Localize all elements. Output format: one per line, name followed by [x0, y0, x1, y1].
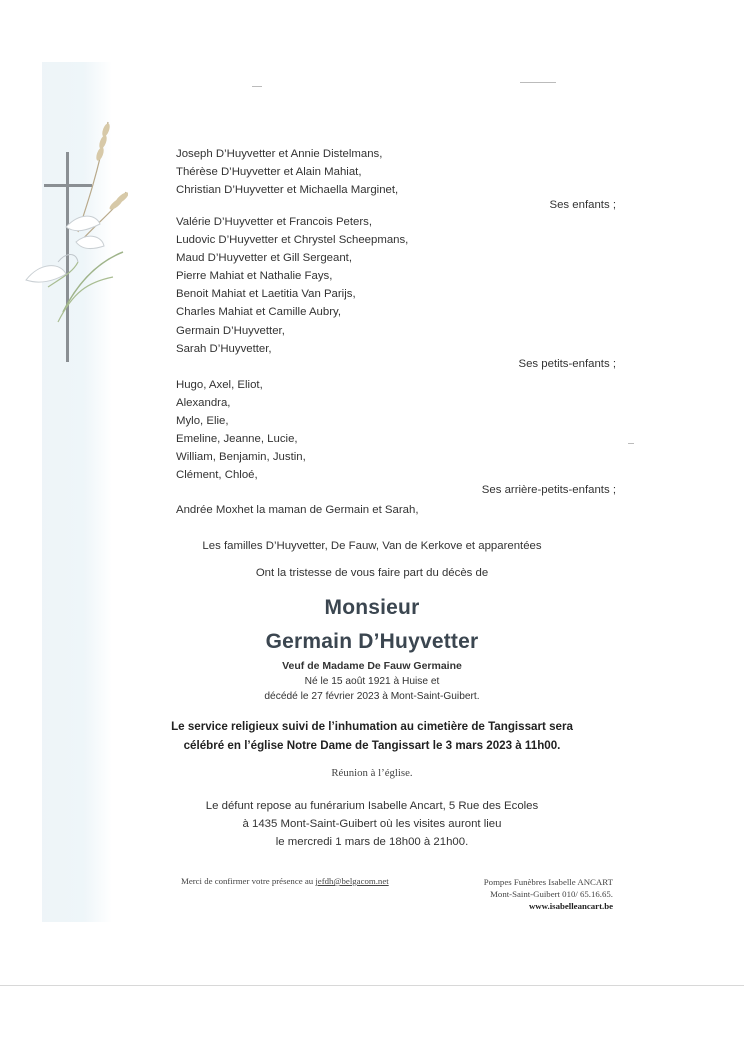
other-relative: Andrée Moxhet la maman de Germain et Sarah, — [176, 504, 419, 516]
families-line: Les familles D’Huyvetter, De Fauw, Van de Kerkove et apparentées — [202, 540, 542, 552]
death-line: décédé le 27 février 2023 à Mont-Saint-Guibert. — [264, 691, 480, 702]
list-item: Maud D’Huyvetter et Gill Sergeant, — [176, 252, 352, 265]
list-item: Emeline, Jeanne, Lucie, — [176, 433, 298, 446]
confirm-presence-note — [181, 876, 389, 886]
list-item: Joseph D’Huyvetter et Annie Distelmans, — [176, 148, 383, 160]
list-item: Valérie D’Huyvetter et Francois Peters, — [176, 216, 373, 228]
deceased-name: Germain D’Huyvetter — [265, 630, 479, 653]
list-item: Benoit Mahiat et Laetitia Van Parijs, — [176, 288, 356, 301]
list-item: Thérèse D’Huyvetter et Alain Mahiat, — [176, 166, 362, 179]
children-list — [176, 145, 398, 199]
list-item: Hugo, Axel, Eliot, — [176, 379, 263, 391]
reunion-line: Réunion à l’église. — [331, 767, 413, 779]
great-grandchildren-label: Ses arrière-petits-enfants ; — [481, 484, 616, 496]
grandchildren-label: Ses petits-enfants ; — [518, 358, 616, 370]
scan-speck — [252, 86, 262, 87]
list-item: Clément, Chloé, — [176, 469, 258, 482]
rest-line-3: le mercredi 1 mars de 18h00 à 21h00. — [275, 836, 469, 848]
widower-line: Veuf de Madame De Fauw Germaine — [282, 660, 462, 672]
list-item: Germain D’Huyvetter, — [176, 324, 285, 337]
confirm-text: Merci de confirmer votre présence au — [181, 876, 314, 886]
scan-speck — [520, 82, 556, 83]
cross-and-lily-icon — [18, 112, 128, 362]
service-line-1: Le service religieux suivi de l’inhumation au cimetière de Tangissart sera — [171, 720, 573, 733]
rest-line-2: à 1435 Mont-Saint-Guibert où les visites auront lieu — [242, 818, 502, 830]
list-item: Pierre Mahiat et Nathalie Fays, — [176, 270, 333, 283]
contact-email-link[interactable]: jefdh@belgacom.net — [315, 876, 389, 886]
birth-line: Né le 15 août 1921 à Huise et — [304, 676, 440, 687]
children-label: Ses enfants ; — [549, 199, 616, 211]
list-item: Christian D’Huyvetter et Michaella Marginet, — [176, 184, 399, 197]
list-item: Alexandra, — [176, 397, 231, 410]
list-item: William, Benjamin, Justin, — [176, 451, 306, 464]
funeral-home-website-link[interactable]: www.isabelleancart.be — [528, 901, 613, 911]
list-item: Ludovic D’Huyvetter et Chrystel Scheepmans, — [176, 234, 409, 247]
list-item: Mylo, Elie, — [176, 415, 229, 428]
list-item: Sarah D’Huyvetter, — [176, 342, 272, 355]
grandchildren-list — [176, 213, 408, 358]
funeral-home-contact — [484, 876, 613, 912]
page-bottom-divider — [0, 985, 744, 986]
funeral-home-name: Pompes Funèbres Isabelle ANCART — [483, 877, 613, 887]
honorific: Monsieur — [324, 596, 420, 619]
service-line-2: célébré en l’église Notre Dame de Tangissart le 3 mars 2023 à 11h00. — [183, 739, 561, 752]
list-item: Charles Mahiat et Camille Aubry, — [176, 306, 342, 319]
rest-line-1: Le défunt repose au funérarium Isabelle Ancart, 5 Rue des Ecoles — [205, 800, 539, 812]
announcement-line: Ont la tristesse de vous faire part du décès de — [255, 567, 489, 579]
scan-speck — [628, 443, 634, 444]
funeral-home-address: Mont-Saint-Guibert 010/ 65.16.65. — [490, 889, 613, 899]
great-grandchildren-list — [176, 376, 306, 485]
